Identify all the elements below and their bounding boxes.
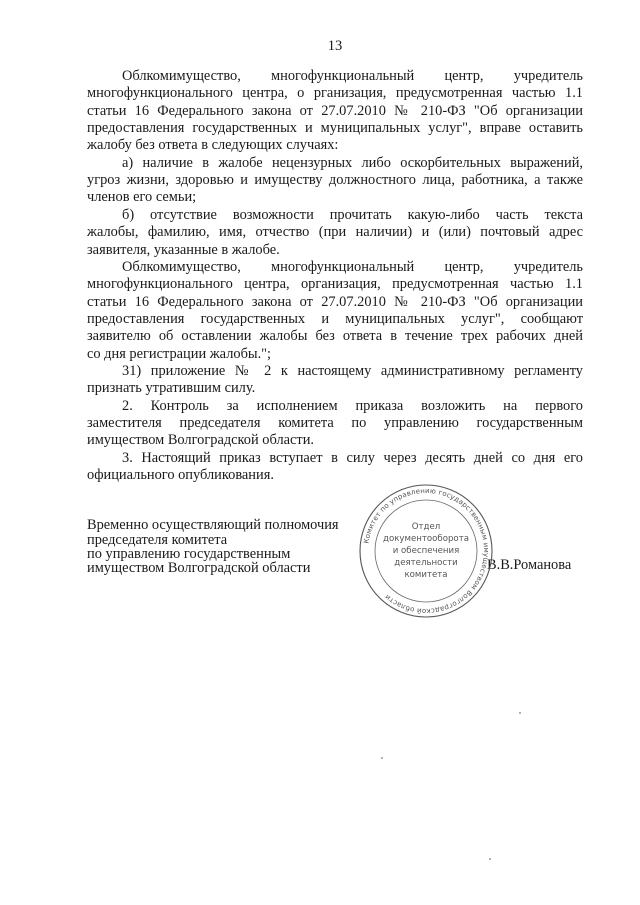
signature-position-line: Временно осуществляющий полномочия <box>87 517 339 533</box>
stamp-inner-line: документооборота <box>383 534 469 544</box>
document-text-line: б) отсутствие возможности прочитать какую-либо часть текста <box>122 206 583 223</box>
stamp-outer-text: Комитет по управлению государственным имуществом Волгоградской области <box>362 486 491 616</box>
document-text-line: жалобу без ответа в следующих случаях: <box>87 137 339 154</box>
document-text-line: а) наличие в жалобе нецензурных либо оскорбительных выражений, <box>122 154 583 171</box>
page-number: 13 <box>327 38 343 54</box>
document-text-line: заявителю об оставлении жалобы без ответа в течение трех рабочих дней <box>87 328 583 345</box>
document-text-line: предоставления государственных и муниципальных услуг", сообщают <box>87 310 583 327</box>
scan-speck <box>519 712 521 714</box>
official-stamp <box>357 482 495 620</box>
stamp-seal <box>357 482 495 620</box>
document-text-line: статьи 16 Федерального закона от 27.07.2010 № 210-ФЗ "Об организации <box>87 293 583 310</box>
document-text-line: многофункционального центра, о рганизация, предусмотренная частью 1.1 <box>87 85 583 102</box>
document-text-line: членов его семьи; <box>87 189 197 206</box>
scan-speck <box>381 757 383 759</box>
document-text-line: жалобы, фамилию, имя, отчество (при наличии) и (или) почтовый адрес <box>87 224 583 241</box>
document-text-line: заместителя председателя комитета по управлению государственным <box>87 415 583 431</box>
signature-position-line: председателя комитета <box>87 532 228 548</box>
scan-speck <box>489 858 491 860</box>
document-text-line: многофункционального центра, организация, предусмотренная частью 1.1 <box>87 276 583 293</box>
document-text-line: Облкомимущество, многофункциональный центр, учредитель <box>122 258 583 275</box>
document-text-line: признать утратившим силу. <box>87 380 256 397</box>
document-text-line: предоставления государственных и муниципальных услуг", вправе оставить <box>87 120 583 137</box>
document-text-line: имуществом Волгоградской области. <box>87 432 315 449</box>
signer-name: В.В.Романова <box>487 557 572 573</box>
document-text-line: 31) приложение № 2 к настоящему административному регламенту <box>122 362 583 379</box>
document-text-line: 2. Контроль за исполнением приказа возложить на первого <box>122 397 583 414</box>
signature-position-line: имуществом Волгоградской области <box>87 560 311 576</box>
document-text-line: статьи 16 Федерального закона от 27.07.2010 № 210-ФЗ "Об организации <box>87 102 583 119</box>
document-text-line: 3. Настоящий приказ вступает в силу через десять дней со дня его <box>122 449 583 466</box>
document-text-line: Облкомимущество, многофункциональный центр, учредитель <box>122 68 583 84</box>
stamp-inner-line: и обеспечения <box>392 546 460 556</box>
document-text-line: угроз жизни, здоровью и имуществу должностного лица, работника, а также <box>87 172 583 189</box>
document-text-line: со дня регистрации жалобы."; <box>87 345 272 362</box>
document-text-line: официального опубликования. <box>87 467 274 484</box>
stamp-inner-line: комитета <box>404 570 448 580</box>
document-text-line: заявителя, указанные в жалобе. <box>87 241 280 258</box>
stamp-inner-line: деятельности <box>394 558 458 568</box>
stamp-inner-line: Отдел <box>411 522 441 532</box>
signature-position-line: по управлению государственным <box>87 546 291 562</box>
